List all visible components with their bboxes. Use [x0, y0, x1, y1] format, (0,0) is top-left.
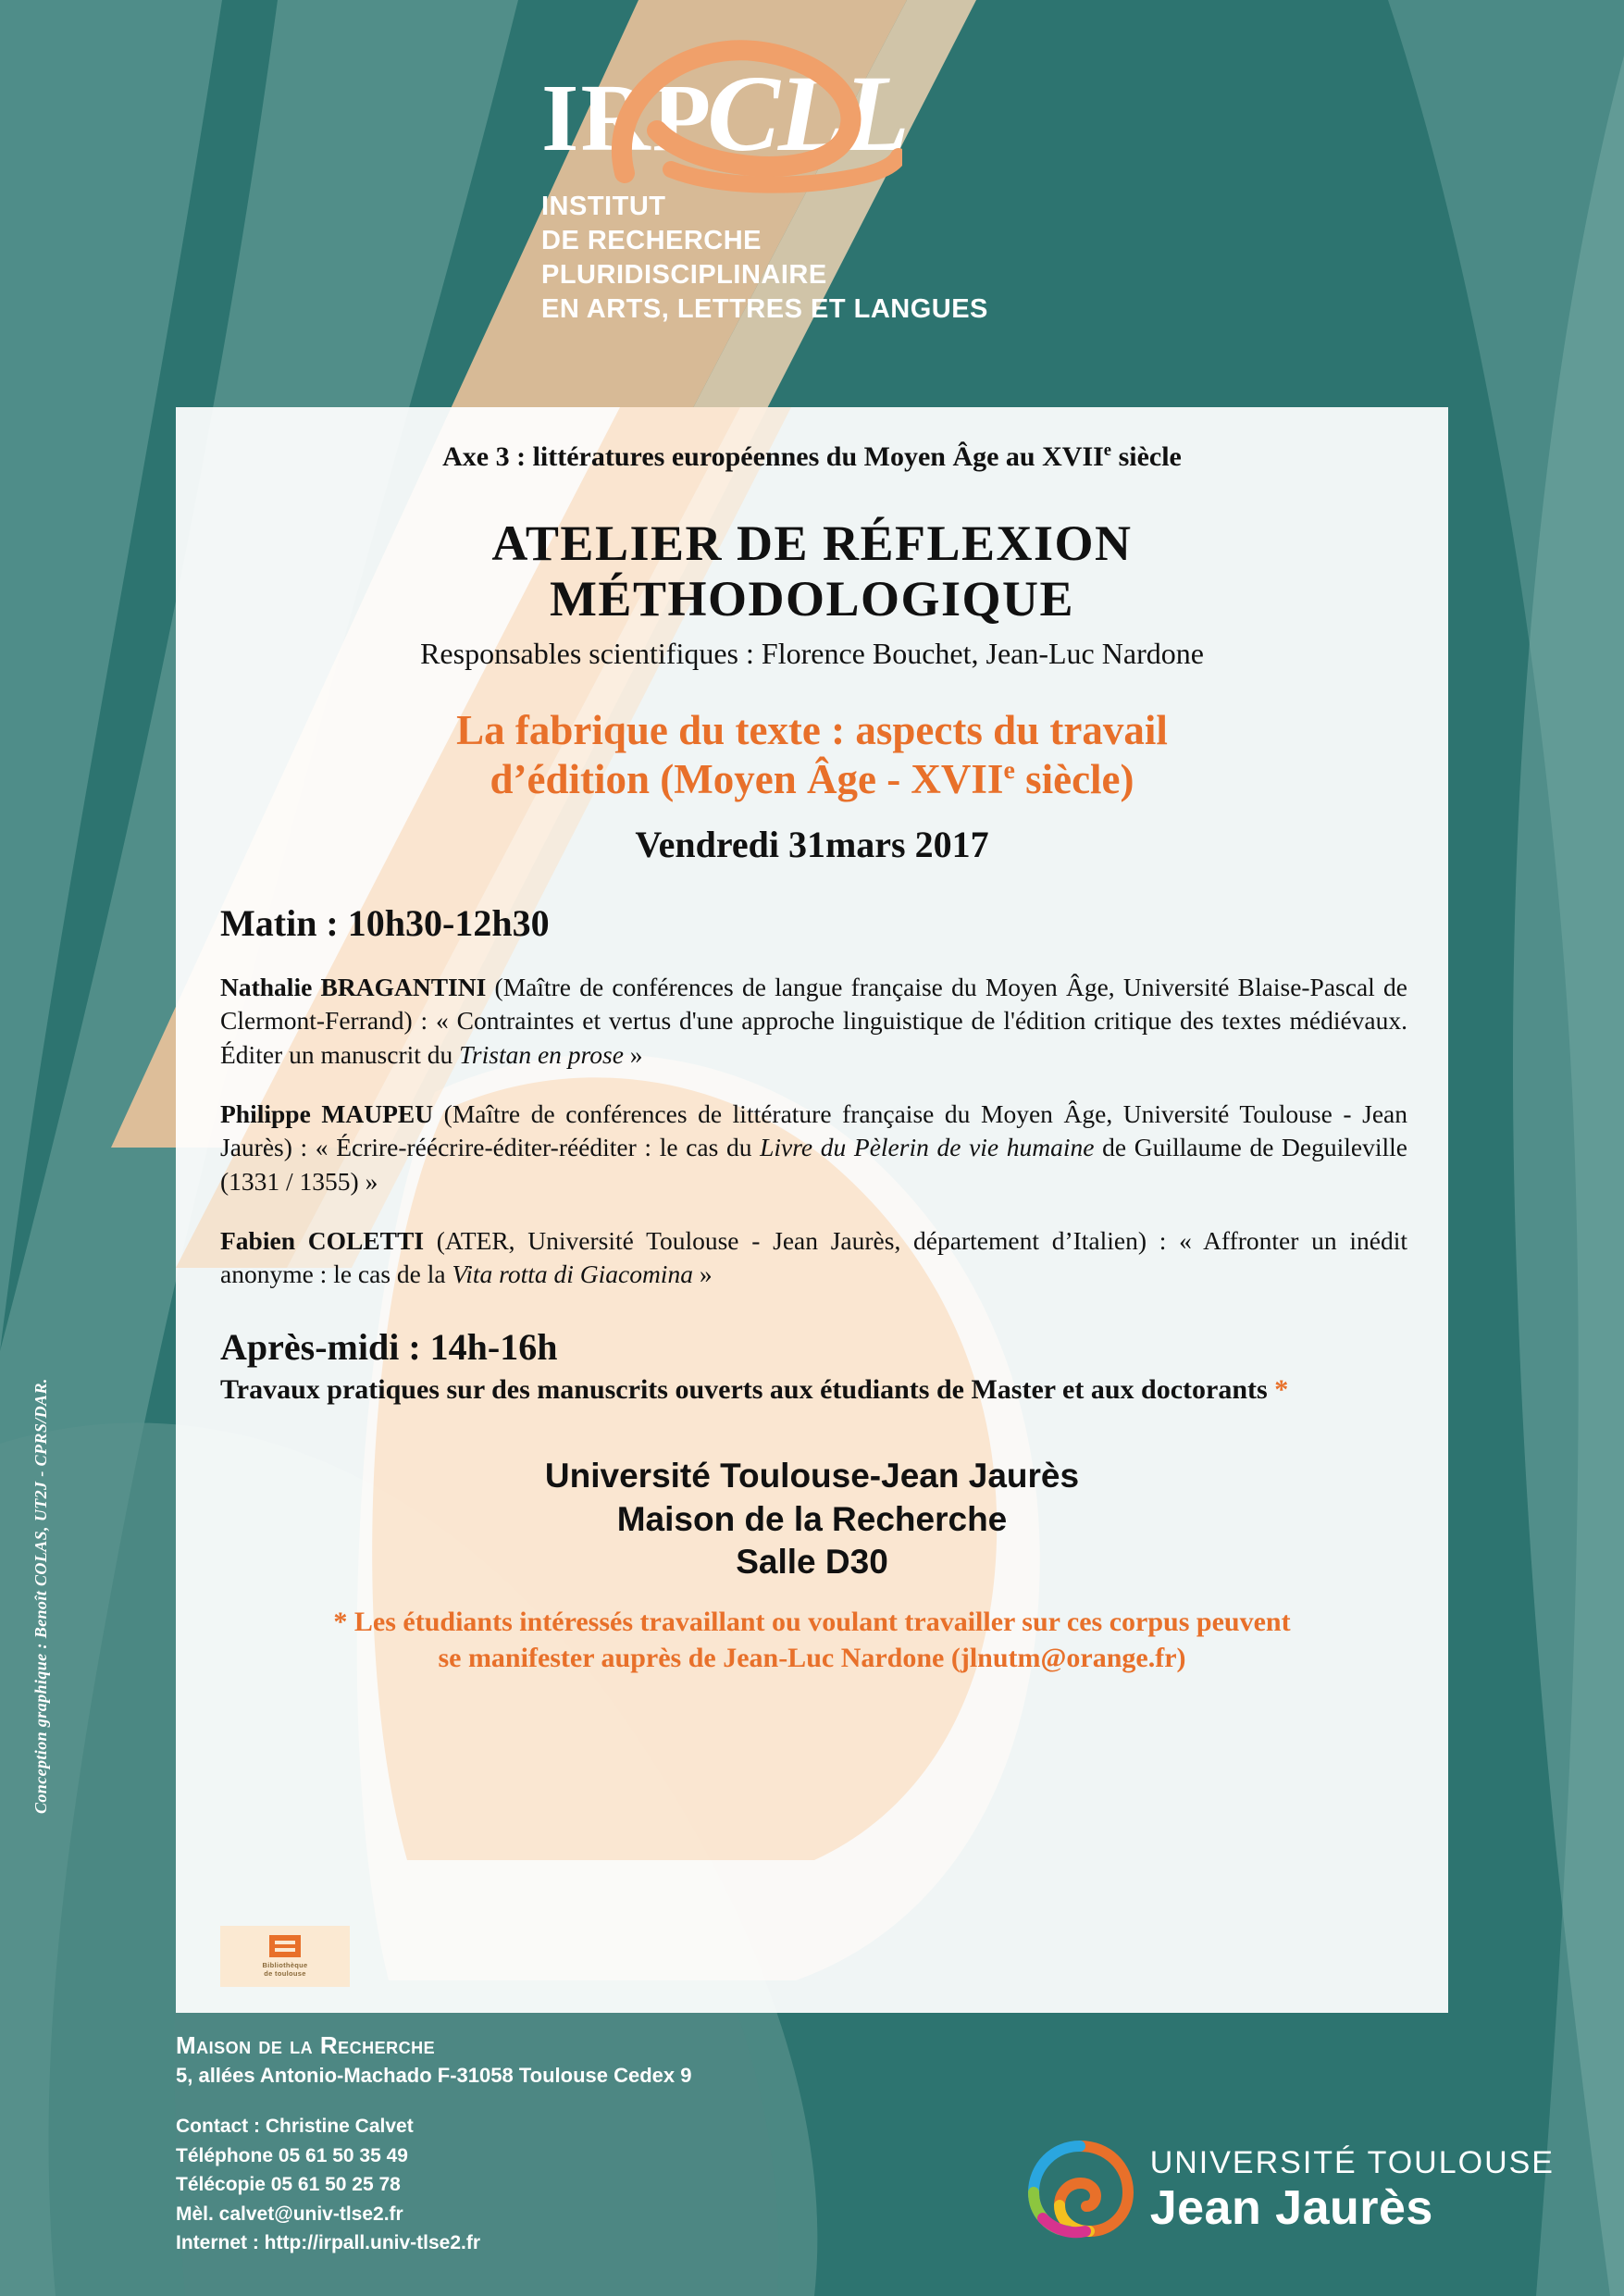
footer-website[interactable]: Internet : http://irpall.univ-tlse2.fr — [176, 2232, 481, 2253]
graphic-design-credit: Conception graphique : Benoît COLAS, UT2J - CPRS/DAR. — [31, 1378, 50, 1814]
session-subject — [209, 706, 1415, 804]
event-date: Vendredi 31mars 2017 — [635, 824, 989, 866]
talk-body-2: de Guillaume de Deguileville (1331 / 1355) » — [220, 1133, 1407, 1196]
venue-line-2: Maison de la Recherche — [616, 1499, 1008, 1538]
bibliotheque-caption-line-2: de toulouse — [264, 1969, 306, 1978]
university-logo-line-1: UNIVERSITÉ TOULOUSE — [1149, 2145, 1555, 2180]
footer-email[interactable]: Mèl. calvet@univ-tlse2.fr — [176, 2203, 403, 2225]
talk-title-italic: Livre du Pèlerin de vie humaine — [760, 1133, 1095, 1162]
talk-body-1: (Maître de conférences de langue française du Moyen Âge, Université Blaise-Pascal de Clermont-Ferrand) : « Contraintes et vertus d'une approche linguistique de l'édition critique des textes médiévaux. Éditer un manuscrit du — [220, 973, 1407, 1069]
talk-body-1: (Maître de conférences de littérature française du Moyen Âge, Université Toulouse - Jean Jaurès) : « Écrire-réécrire-éditer-rééditer : le cas du — [220, 1099, 1408, 1162]
university-logo-text — [1149, 2145, 1555, 2235]
talk-speaker-last: BRAGANTINI — [320, 973, 487, 1002]
venue-line-1: Université Toulouse-Jean Jaurès — [544, 1457, 1080, 1496]
venue-line-3: Salle D30 — [736, 1542, 888, 1581]
footer-maison-title: Maison de la Recherche — [176, 2031, 436, 2059]
footnote-line-2: se manifester auprès de Jean-Luc Nardone (jlnutm@orange.fr) — [438, 1643, 1186, 1674]
afternoon-text-body: Travaux pratiques sur des manuscrits ouverts aux étudiants de Master et aux doctorants — [220, 1373, 1275, 1405]
talk-speaker-first: Nathalie — [220, 973, 313, 1002]
logo-subtitle-line-4: EN ARTS, LETTRES ET LANGUES — [541, 294, 988, 325]
logo-subtitle-line-1: INSTITUT — [541, 192, 666, 221]
talk-item — [220, 971, 1407, 1072]
session-subject-line-2: d’édition (Moyen Âge - XVIIe siècle) — [490, 756, 1134, 803]
logo-acronym-cll: CLL — [707, 53, 908, 174]
footer-telephone: Téléphone 05 61 50 35 49 — [176, 2144, 408, 2166]
page-title-line-2: MÉTHODOLOGIQUE — [549, 571, 1075, 627]
footer-telecopie: Télécopie 05 61 50 25 78 — [176, 2174, 401, 2195]
bibliotheque-toulouse-logo — [220, 1926, 350, 1987]
footnote-note — [209, 1604, 1415, 1676]
bibliotheque-caption-line-1: Bibliothèque — [262, 1961, 308, 1969]
university-swirl-icon — [1023, 2139, 1134, 2240]
talk-speaker-last: MAUPEU — [321, 1099, 434, 1129]
talk-title-italic: Tristan en prose — [459, 1039, 624, 1069]
footer-contact-name: Contact : Christine Calvet — [176, 2116, 414, 2137]
afternoon-session-text — [220, 1372, 1415, 1408]
page-title — [209, 515, 1415, 627]
afternoon-session-title: Après-midi : 14h-16h — [220, 1325, 558, 1368]
axe-heading: Axe 3 : littératures européennes du Moyen Âge au XVIIe siècle — [442, 441, 1182, 472]
talk-item — [220, 1098, 1407, 1198]
talk-speaker-last: COLETTI — [307, 1225, 425, 1255]
university-toulouse-jean-jaures-logo — [1023, 2139, 1555, 2240]
footer-address: 5, allées Antonio-Machado F-31058 Toulouse Cedex 9 — [176, 2064, 692, 2087]
venue-block — [209, 1455, 1415, 1583]
logo-subtitle-line-3: PLURIDISCIPLINAIRE — [541, 260, 827, 291]
session-subject-line-1: La fabrique du texte : aspects du travail — [456, 706, 1168, 753]
morning-session-title: Matin : 10h30-12h30 — [220, 902, 550, 945]
logo-subtitle-line-2: DE RECHERCHE — [541, 226, 762, 256]
talk-body-1: (ATER, Université Toulouse - Jean Jaurès, département d’Italien) : « Affronter un inédit anonyme : le cas de la — [220, 1225, 1407, 1289]
university-logo-line-2: Jean Jaurès — [1149, 2181, 1433, 2235]
irpall-logo — [541, 51, 1134, 327]
talk-title-italic: Vita rotta di Giacomina — [452, 1260, 693, 1289]
logo-subtitle — [541, 190, 1134, 327]
page-title-line-1: ATELIER DE RÉFLEXION — [491, 515, 1133, 571]
afternoon-footnote-marker: * — [1274, 1373, 1289, 1405]
poster-content-panel — [176, 407, 1448, 2013]
talk-speaker-first: Fabien — [220, 1225, 295, 1255]
talk-body-2: » — [692, 1260, 713, 1289]
footer-block — [176, 2031, 916, 2258]
scientific-leads: Responsables scientifiques : Florence Bouchet, Jean-Luc Nardone — [420, 636, 1204, 670]
bibliotheque-mark-icon — [269, 1935, 301, 1957]
talk-body-2: » — [623, 1039, 643, 1069]
talk-speaker-first: Philippe — [220, 1099, 311, 1129]
bibliotheque-caption — [262, 1961, 307, 1978]
talk-item — [220, 1224, 1407, 1292]
footnote-line-1: * Les étudiants intéressés travaillant ou voulant travailler sur ces corpus peuvent — [333, 1607, 1291, 1638]
logo-acronym-irp: IRP — [541, 65, 713, 171]
footer-contact-block — [176, 2112, 916, 2258]
